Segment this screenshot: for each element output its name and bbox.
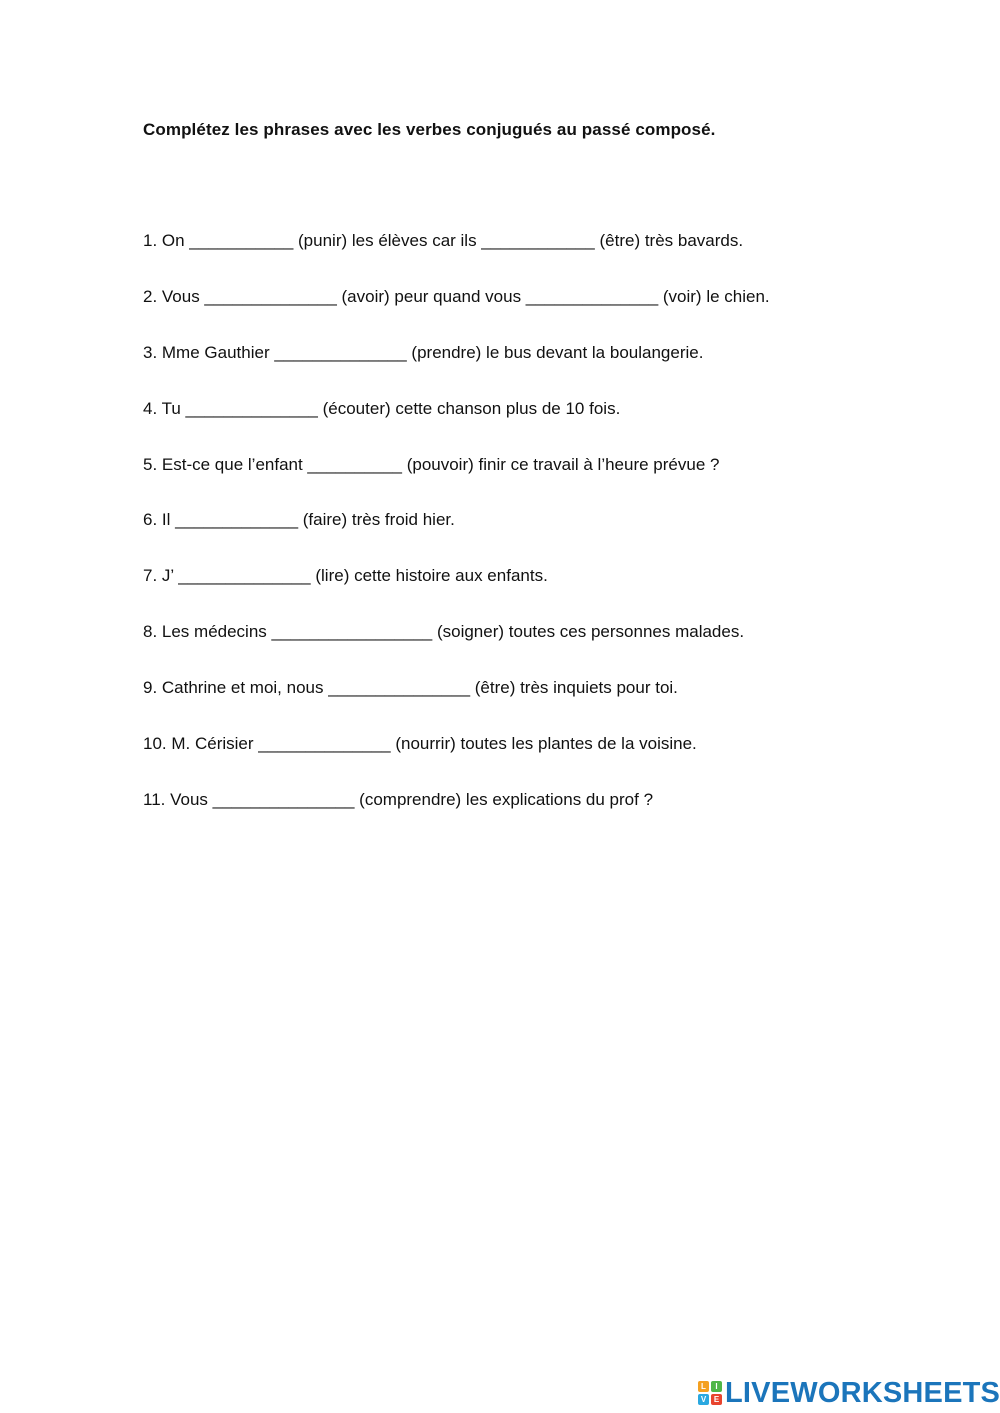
- exercise-item-8: 8. Les médecins _________________ (soigner) toutes ces personnes malades.: [143, 622, 745, 642]
- instruction-heading: Complétez les phrases avec les verbes conjugués au passé composé.: [143, 120, 716, 139]
- liveworksheets-logo: [698, 1378, 1000, 1408]
- exercise-item-10: 10. M. Cérisier ______________ (nourrir) toutes les plantes de la voisine.: [143, 734, 697, 754]
- logo-text: LIVEWORKSHEETS: [725, 1377, 1000, 1409]
- exercise-item-6: 6. Il _____________ (faire) très froid hier.: [143, 510, 455, 530]
- exercise-item-3: 3. Mme Gauthier ______________ (prendre) le bus devant la boulangerie.: [143, 342, 704, 362]
- exercise-item-5: 5. Est-ce que l’enfant __________ (pouvoir) finir ce travail à l’heure prévue ?: [143, 454, 720, 474]
- exercise-list: [143, 230, 770, 845]
- exercise-item-7: 7. J’ ______________ (lire) cette histoire aux enfants.: [143, 566, 548, 586]
- exercise-item-9: 9. Cathrine et moi, nous _______________ (être) très inquiets pour toi.: [143, 678, 678, 698]
- exercise-item-2: 2. Vous ______________ (avoir) peur quand vous ______________ (voir) le chien.: [143, 286, 770, 306]
- logo-badge-icon: L I V E: [698, 1381, 722, 1405]
- exercise-item-1: 1. On ___________ (punir) les élèves car ils ____________ (être) très bavards.: [143, 231, 744, 250]
- exercise-item-4: 4. Tu ______________ (écouter) cette chanson plus de 10 fois.: [143, 398, 621, 418]
- exercise-item-11: 11. Vous _______________ (comprendre) les explications du prof ?: [143, 789, 654, 809]
